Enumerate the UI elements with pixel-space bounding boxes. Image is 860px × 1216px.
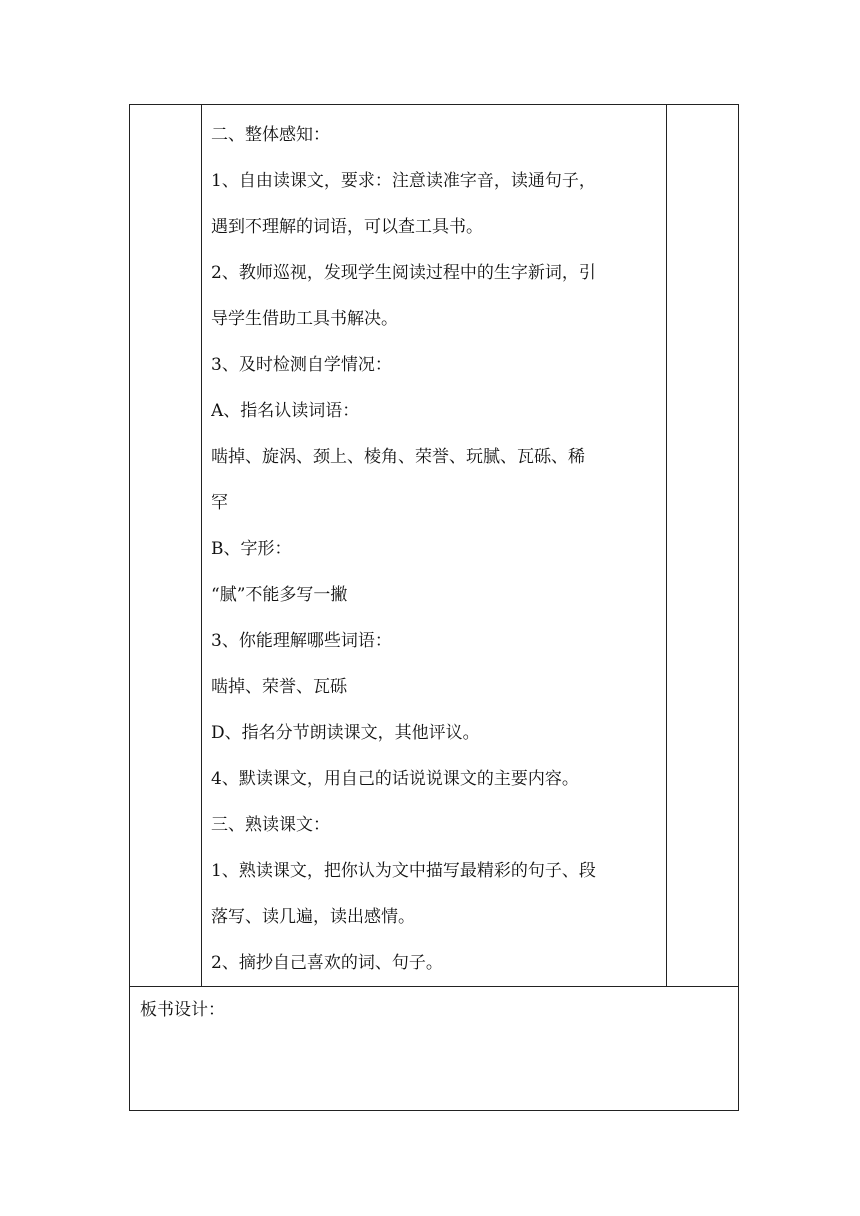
section-heading: 三、熟读课文： — [211, 815, 330, 835]
vocabulary-line: 啮掉、旋涡、颈上、棱角、荣誉、玩腻、瓦砾、稀 — [211, 447, 585, 467]
content-line: “腻”不能多写一撇 — [211, 585, 348, 605]
section-heading: 二、整体感知： — [211, 125, 330, 145]
content-line: 遇到不理解的词语，可以查工具书。 — [211, 217, 483, 237]
vocabulary-line: 啮掉、荣誉、瓦砾 — [211, 677, 347, 697]
content-line: 3、及时检测自学情况： — [211, 355, 392, 375]
teaching-process-row — [130, 105, 739, 987]
content-line: A、指名认读词语： — [211, 401, 360, 421]
left-empty-cell — [130, 105, 202, 987]
content-line: B、字形： — [211, 539, 292, 559]
content-line: D、指名分节朗读课文，其他评议。 — [211, 723, 480, 743]
vocabulary-line: 罕 — [211, 493, 228, 513]
board-design-row — [130, 987, 739, 1111]
content-line: 4、默读课文，用自己的话说说课文的主要内容。 — [211, 769, 579, 789]
content-line: 2、摘抄自己喜欢的词、句子。 — [211, 953, 443, 973]
content-line: 落写、读几遍，读出感情。 — [211, 907, 415, 927]
right-empty-cell — [667, 105, 739, 987]
teaching-content-cell — [202, 105, 667, 987]
content-line: 导学生借助工具书解决。 — [211, 309, 398, 329]
board-design-cell — [130, 987, 739, 1111]
content-line: 1、自由读课文，要求：注意读准字音，读通句子， — [211, 171, 596, 191]
board-design-title: 板书设计： — [140, 1000, 225, 1020]
content-line: 2、教师巡视，发现学生阅读过程中的生字新词，引 — [211, 263, 596, 283]
lesson-plan-table — [129, 104, 739, 1111]
content-line: 1、熟读课文，把你认为文中描写最精彩的句子、段 — [211, 861, 596, 881]
content-line: 3、你能理解哪些词语： — [211, 631, 392, 651]
